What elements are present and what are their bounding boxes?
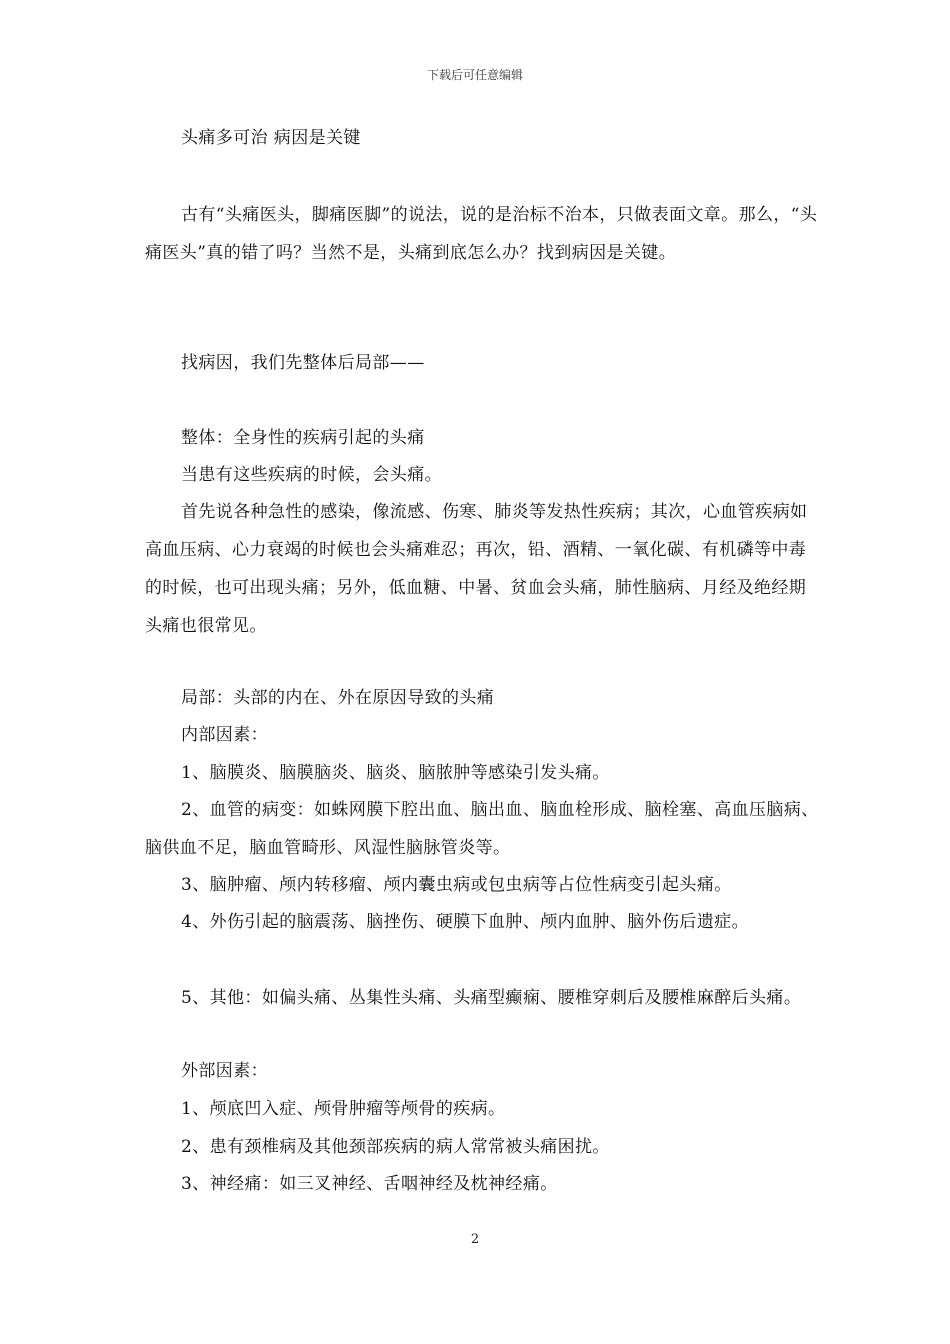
- external-factors-label: 外部因素：: [181, 1061, 268, 1081]
- approach-line: 找病因，我们先整体后局部——: [181, 353, 425, 373]
- intro-paragraph: 古有“头痛医头，脚痛医脚”的说法，说的是治标不治本，只做表面文章。那么，“头痛医头”真的错了吗？当然不是，头痛到底怎么办？找到病因是关键。: [145, 205, 818, 263]
- internal-factors-label: 内部因素：: [181, 725, 268, 745]
- whole-body-paragraph: 首先说各种急性的感染，像流感、伤寒、肺炎等发热性疾病；其次，心血管疾病如高血压病、心力衰竭的时候也会头痛难忍；再次，铅、酒精、一氧化碳、有机磷等中毒的时候，也可出现头痛；另外，低血糖、中暑、贫血会头痛，肺性脑病、月经及绝经期头痛也很常见。: [145, 502, 808, 636]
- internal-item: 4、外伤引起的脑震荡、脑挫伤、硬膜下血肿、颅内血肿、脑外伤后遗症。: [181, 912, 750, 932]
- external-item: 1、颅底凹入症、颅骨肿瘤等颅骨的疾病。: [181, 1099, 506, 1119]
- internal-item: 1、脑膜炎、脑膜脑炎、脑炎、脑脓肿等感染引发头痛。: [181, 763, 610, 783]
- page-number: 2: [470, 1232, 480, 1247]
- internal-item: 3、脑肿瘤、颅内转移瘤、颅内囊虫病或包虫病等占位性病变引起头痛。: [181, 875, 732, 895]
- local-heading: 局部：头部的内在、外在原因导致的头痛: [181, 688, 495, 708]
- article-title: 头痛多可治 病因是关键: [181, 128, 361, 148]
- internal-item: 5、其他：如偏头痛、丛集性头痛、头痛型癫痫、腰椎穿刺后及腰椎麻醉后头痛。: [181, 988, 802, 1008]
- whole-heading: 整体：全身性的疾病引起的头痛: [181, 428, 425, 448]
- external-item: 2、患有颈椎病及其他颈部疾病的病人常常被头痛困扰。: [181, 1137, 610, 1157]
- page-header: 下载后可任意编辑: [426, 68, 523, 82]
- internal-item: 2、血管的病变：如蛛网膜下腔出血、脑出血、脑血栓形成、脑栓塞、高血压脑病、脑供血不足，脑血管畸形、风湿性脑脉管炎等。: [145, 800, 819, 858]
- external-item: 3、神经痛：如三叉神经、舌咽神经及枕神经痛。: [181, 1174, 558, 1194]
- whole-lead: 当患有这些疾病的时候，会头痛。: [181, 465, 442, 485]
